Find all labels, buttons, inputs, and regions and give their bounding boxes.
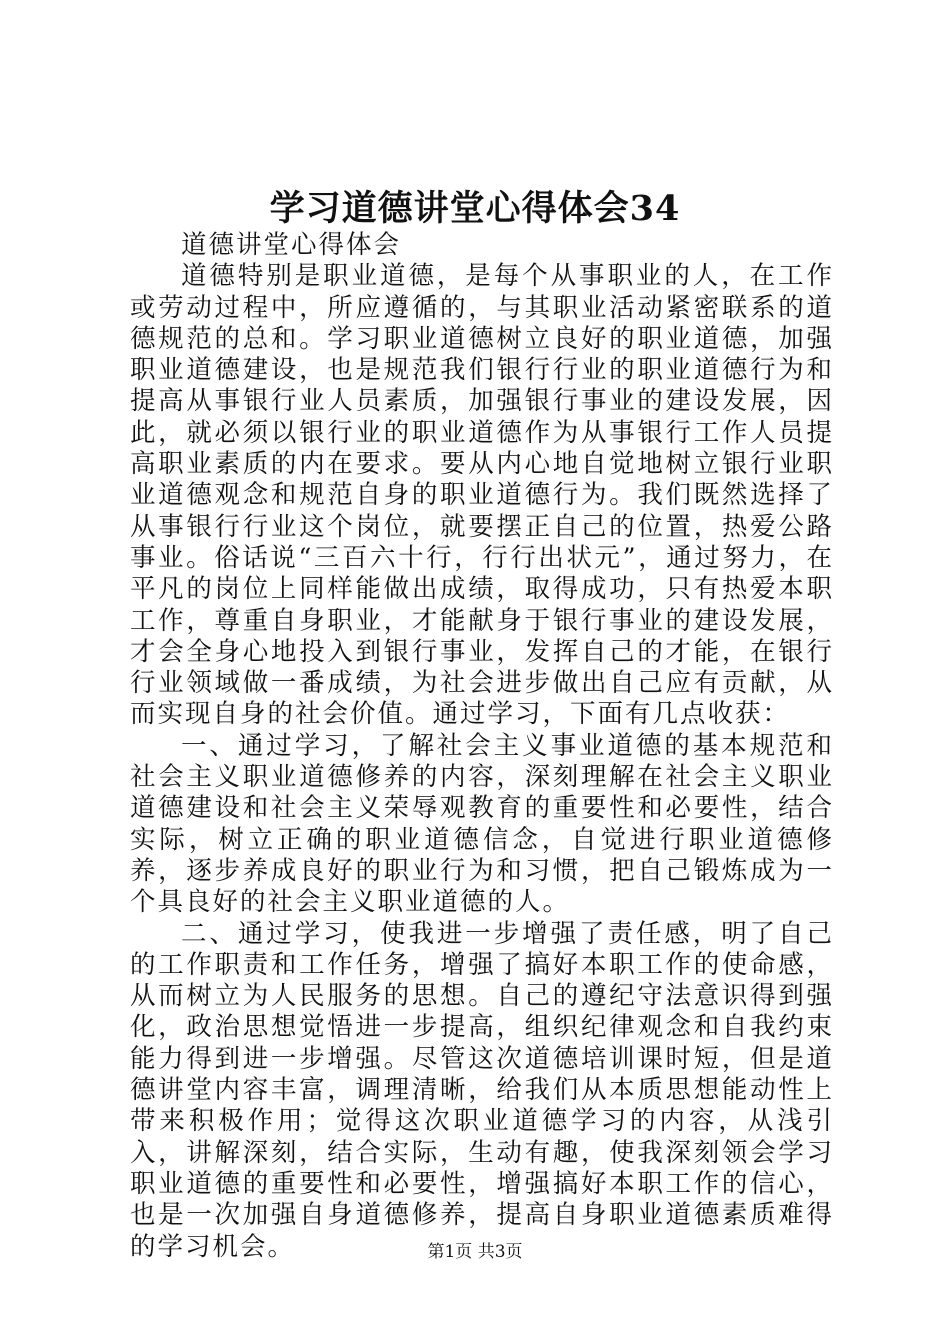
section-heading: 道德讲堂心得体会: [181, 230, 402, 260]
paragraph-intro: 道德特别是职业道德，是每个从事职业的人，在工作或劳动过程中，所应遵循的，与其职业活动紧密联系的道德规范的总和。学习职业道德树立良好的职业道德，加强职业道德建设，也是规范我们银行行业的职业道德行为和提高从事银行业人员素质，加强银行事业的建设发展，因此，就必须以银行业的职业道德作为从事银行工作人员提高职业素质的内在要求。要从内心地自觉地树立银行业职业道德观念和规范自身的职业道德行为。我们既然选择了从事银行行业这个岗位，就要摆正自己的位置，热爱公路事业。俗话说“三百六十行，行行出状元”，通过努力，在平凡的岗位上同样能做出成绩，取得成功，只有热爱本职工作，尊重自身职业，才能献身于银行事业的建设发展，才会全身心地投入到银行事业，发挥自己的才能，在银行行业领域做一番成绩，为社会进步做出自己应有贡献，从而实现自身的社会价值。通过学习，下面有几点收获：: [130, 261, 834, 730]
page-number-footer: 第1页 共3页: [427, 1242, 523, 1262]
document-body: [130, 230, 834, 1263]
paragraph-point-two: 二、通过学习，使我进一步增强了责任感，明了自己的工作职责和工作任务，增强了搞好本职工作的使命感，从而树立为人民服务的思想。自己的遵纪守法意识得到强化，政治思想觉悟进一步提高，组织纪律观念和自我约束能力得到进一步增强。尽管这次道德培训课时短，但是道德讲堂内容丰富，调理清晰，给我们从本质思想能动性上带来积极作用；觉得这次职业道德学习的内容，从浅引入，讲解深刻，结合实际，生动有趣，使我深刻领会学习职业道德的重要性和必要性，增强搞好本职工作的信心，也是一次加强自身道德修养，提高自身职业道德素质难得的学习机会。: [130, 918, 834, 1262]
paragraph-point-one: 一、通过学习，了解社会主义事业道德的基本规范和社会主义职业道德修养的内容，深刻理解在社会主义职业道德建设和社会主义荣辱观教育的重要性和必要性，结合实际，树立正确的职业道德信念，自觉进行职业道德修养，逐步养成良好的职业行为和习惯，把自己锻炼成为一个具良好的社会主义职业道德的人。: [130, 730, 834, 918]
document-title: 学习道德讲堂心得体会34: [269, 188, 681, 229]
